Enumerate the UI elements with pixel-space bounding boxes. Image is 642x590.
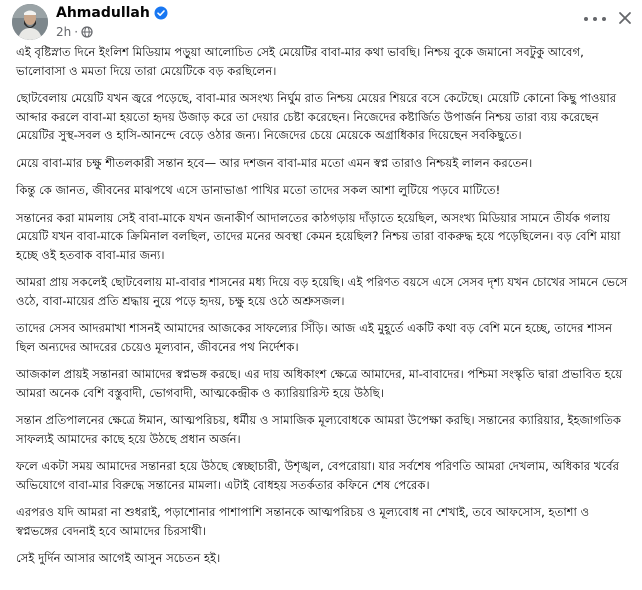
post-paragraph: তাদের সেসব আদরমাখা শাসনই আমাদের আজকের সাফল্যের সিঁড়ি। আজ এই মুহূর্তে একটি কথা বড় বেশি মনে হচ্ছে, তাদের শাসন ছিল অন্যদের আদরের চেয়েও মূল্যবান, জীবনের পথ নির্দেশক।: [16, 321, 612, 354]
author-name[interactable]: Ahmadullah: [56, 5, 150, 21]
post-paragraph: কিন্তু কে জানত, জীবনের মাঝপথে এসে ডানাভাঙা পাখির মতো তাদের সকল আশা লুটিয়ে পড়বে মাটিতে!: [16, 183, 501, 197]
post-paragraph: আমরা প্রায় সকলেই ছোটবেলায় মা-বাবার শাসনের মধ্য দিয়ে বড় হয়েছি। এই পরিণত বয়সে এসে সেসব দৃশ্য যখন চোখের সামনে ভেসে ওঠে, বাবা-মায়ের প্রতি শ্রদ্ধায় নুয়ে পড়ে হৃদয়, চক্ষু হয়ে ওঠে অশ্রুসজল।: [16, 275, 628, 308]
globe-icon[interactable]: [81, 26, 93, 38]
post-meta: [56, 25, 93, 39]
avatar[interactable]: [12, 4, 48, 40]
post-paragraph: সন্তান প্রতিপালনের ক্ষেত্রে ঈমান, আত্মপরিচয়, ধর্মীয় ও সামাজিক মূল্যবোধকে আমরা উপেক্ষা করছি। সন্তানের ক্যারিয়ার, ইহজাগতিক সাফল্যই আমাদের কাছে হয়ে উঠছে প্রধান অর্জন।: [16, 413, 622, 446]
more-options-icon[interactable]: [584, 12, 606, 26]
post-paragraph: ফলে একটা সময় আমাদের সন্তানরা হয়ে উঠছে স্বেচ্ছাচারী, উশৃঙ্খল, বেপরোয়া। যার সর্বশেষ পরিণতি আমরা দেখলাম, অধিকার খর্বের অভিযোগে বাবা-মার বিরুদ্ধে সন্তানের মামলা। এটাই বোধহয় সতর্কতার কফিনে শেষ পেরেক।: [16, 459, 619, 492]
verified-badge-icon: [154, 6, 168, 20]
post-paragraph: এরপরও যদি আমরা না শুধরাই, পড়াশোনার পাশাপাশি সন্তানকে আত্মপরিচয় ও মূল্যবোধ না শেখাই, তবে আফসোস, হতাশা ও স্বপ্নভঙ্গের বেদনাই হবে আমাদের চিরসাথী।: [16, 505, 590, 538]
author-row: [56, 5, 168, 21]
post-body: [16, 43, 628, 577]
post-paragraph: এই বৃষ্টিস্নাত দিনে ইংলিশ মিডিয়াম পড়ুয়া আলোচিত সেই মেয়েটির বাবা-মার কথা ভাবছি। নিশ্চয় বুকে জমানো সবটুকু আবেগ, ভালোবাসা ও মমতা দিয়ে তারা মেয়েটিকে বড় করছিলেন।: [16, 45, 584, 78]
post-paragraph: আজকাল প্রায়ই সন্তানরা আমাদের স্বপ্নভঙ্গ করছে। এর দায় অধিকাংশ ক্ষেত্রে আমাদের, মা-বাবাদের। পশ্চিমা সংস্কৃতি দ্বারা প্রভাবিত হয়ে আমরা অনেক বেশি বস্তুবাদী, ভোগবাদী, আত্মকেন্দ্রীক ও ক্যারিয়ারিস্ট হয়ে উঠছি।: [16, 367, 623, 400]
close-icon[interactable]: [617, 10, 633, 26]
post-paragraph: ছোটবেলায় মেয়েটি যখন জ্বরে পড়েছে, বাবা-মার অসংখ্য নির্ঘুম রাত নিশ্চয় মেয়ের শিয়রে বসে কেটেছে। মেয়েটি কোনো কিছু পাওয়ার আব্দার করলে বাবা-মা হয়তো হৃদয় উজাড় করে তা দেয়ার চেষ্টা করেছেন। নিজেদের কষ্টার্জিত উপার্জন নিশ্চয় তারা ব্যয় করেছেন মেয়েটির সুস্থ-সবল ও হাসি-আনন্দে বেড়ে ওঠার জন্য। নিজেদের চেয়ে মেয়েকে অগ্রাধিকার দিয়েছেন সবকিছুতে।: [16, 91, 617, 142]
meta-separator: ·: [74, 25, 79, 39]
post-paragraph: সন্তানের করা মামলায় সেই বাবা-মাকে যখন জনাকীর্ণ আদালতের কাঠগড়ায় দাঁড়াতে হয়েছিল, অসংখ্য মিডিয়ার সামনে তীর্যক গলায় মেয়েটি যখন বাবা-মাকে ক্রিমিনাল বলছিল, তাদের মনের অবস্থা কেমন হয়েছিল? নিশ্চয় তারা বাকরুদ্ধ হয়ে পড়েছিলেন। বড় বেশি মায়া হচ্ছে ওই হতবাক বাবা-মার জন্য।: [16, 210, 621, 262]
post-paragraph: মেয়ে বাবা-মার চক্ষু শীতলকারী সন্তান হবে— আর দশজন বাবা-মার মতো এমন স্বপ্ন তারাও নিশ্চয়ই লালন করতেন।: [16, 155, 533, 170]
post-time[interactable]: 2h: [56, 25, 72, 39]
post-header: [0, 0, 642, 44]
post-paragraph: সেই দুর্দিন আসার আগেই আসুন সচেতন হই।: [16, 551, 221, 565]
